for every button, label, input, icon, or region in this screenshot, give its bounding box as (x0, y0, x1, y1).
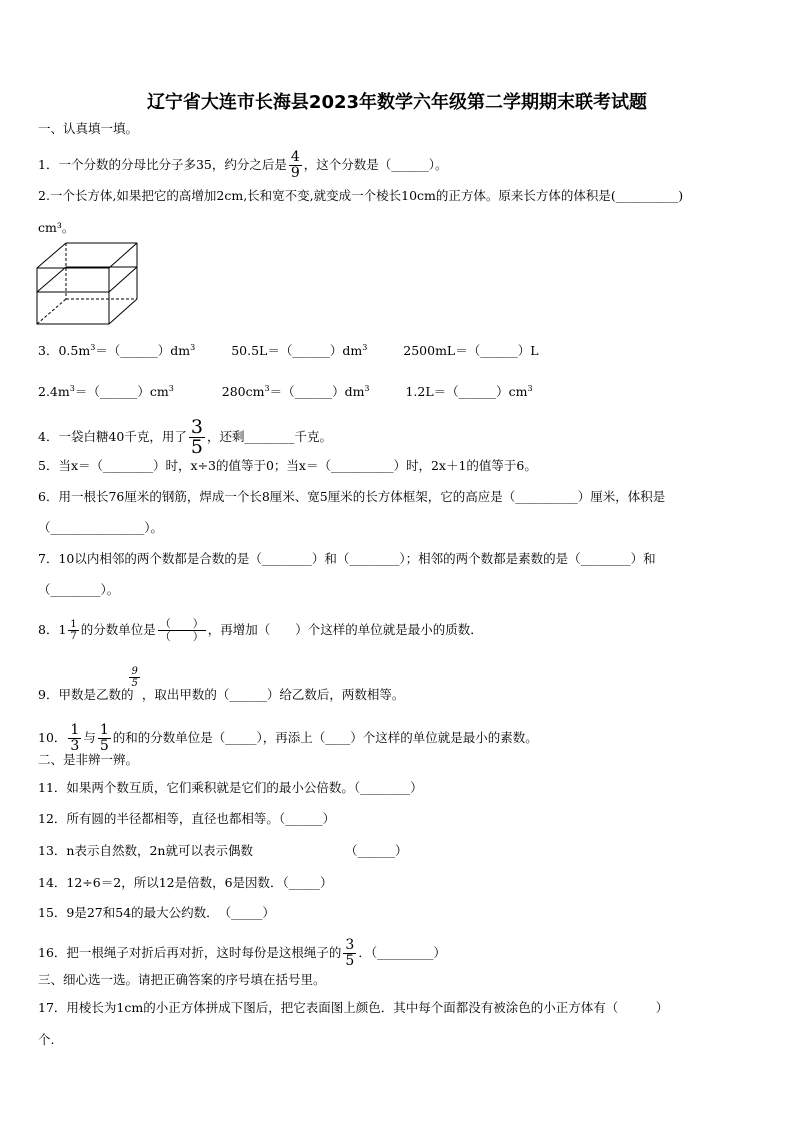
fraction-blank: $\frac{( )}{( )}$ (159, 617, 204, 643)
question-9: 9．甲数是乙数的 $\frac{9}{5}$ ，取出甲数的（______）给乙数后，两数相等。 (38, 666, 405, 702)
question-3-row-1: 3．$0.5m^3=(\_\_\_\_\_\_)dm^3$ $50.5L=(\_\_\_\_\_\_)dm^3$ 2500mL＝（______）L (38, 343, 539, 359)
fraction-4-9: $\frac{4}{9}$ (290, 149, 300, 181)
fraction-3-5b: $\frac{3}{5}$ (345, 937, 355, 969)
question-13: 13．n表示自然数，2n就可以表示偶数 （______） (38, 843, 408, 858)
fraction-9-5: $\frac{9}{5}$ (131, 666, 138, 689)
cuboid-diagram (36, 240, 140, 326)
question-6-cont: （_______________）。 (38, 520, 164, 535)
cuboid-front-face (37, 268, 109, 324)
question-1: 1．一个分数的分母比分子多35，约分之后是 $\frac{4}{9}$ ，这个分数是（______）。 (38, 149, 448, 181)
section-1-heading: 一、认真填一填。 (38, 121, 139, 136)
fraction-1-5: $\frac{1}{5}$ (99, 722, 109, 754)
question-16: 16．把一根绳子对折后再对折，这时每份是这根绳子的 $\frac{3}{5}$ ．（_________） (38, 937, 446, 969)
section-3-heading: 三、细心选一选。请把正确答案的序号填在括号里。 (38, 972, 326, 987)
question-2: 2.一个长方体,如果把它的高增加2cm,长和宽不变,就变成一个棱长10cm的正方体。原来长方体的体积是(__________) (38, 188, 684, 203)
page-title: 辽宁省大连市长海县2023年数学六年级第二学期期末联考试题 (146, 92, 648, 113)
question-15: 15．9是27和54的最大公约数． （_____） (38, 905, 275, 920)
question-11: 11．如果两个数互质，它们乘积就是它们的最小公倍数。（________） (38, 780, 423, 795)
question-3-row-2: $2.4m^3=(\_\_\_\_\_\_)cm^3$ $280cm^3=(\_\_\_\_\_\_)dm^3$ $1.2L=(\_\_\_\_\_\_)cm^3$ (38, 384, 533, 400)
question-6: 6．用一根长76厘米的钢筋，焊成一个长8厘米、宽5厘米的长方体框架，它的高应是（__________）厘米，体积是 (38, 489, 666, 504)
fraction-3-5: $\frac{3}{5}$ (190, 416, 203, 458)
question-17: 17．用棱长为1cm的小正方体拼成下图后，把它表面图上颜色．其中每个面都没有被涂色的小正方体有（ ） (38, 1000, 669, 1015)
question-5: 5．当x＝（________）时，x÷3的值等于0；当x＝（__________）时，2x＋1的值等于6。 (38, 458, 537, 473)
question-12: 12．所有圆的半径都相等，直径也都相等。（______） (38, 811, 336, 826)
fraction-1-3: $\frac{1}{3}$ (70, 722, 80, 754)
question-4: 4．一袋白糖40千克，用了 $\frac{3}{5}$ ，还剩________千克。 (38, 416, 332, 458)
section-2-heading: 二、是非辨一辨。 (38, 752, 139, 767)
question-8: 8．1 $\frac{1}{7}$ 的分数单位是 $\frac{( )}{( )}$ ，再增加（ ）个这样的单位就是最小的质数． (38, 617, 483, 643)
question-14: 14．12÷6＝2，所以12是倍数，6是因数．（_____） (38, 875, 333, 890)
question-17-cont: 个. (38, 1032, 55, 1047)
question-7: 7．10以内相邻的两个数都是合数的是（________）和（________）；相邻的两个数都是素数的是（________）和 (38, 551, 656, 566)
question-10: 10． $\frac{1}{3}$ 与 $\frac{1}{5}$ 的和的分数单位是（_____），再添上（____）个这样的单位就是最小的素数。 (38, 722, 538, 754)
fraction-1-7: $\frac{1}{7}$ (70, 619, 77, 642)
question-2-unit: cm³。 (38, 220, 75, 235)
question-7-cont: （________）。 (38, 582, 120, 597)
